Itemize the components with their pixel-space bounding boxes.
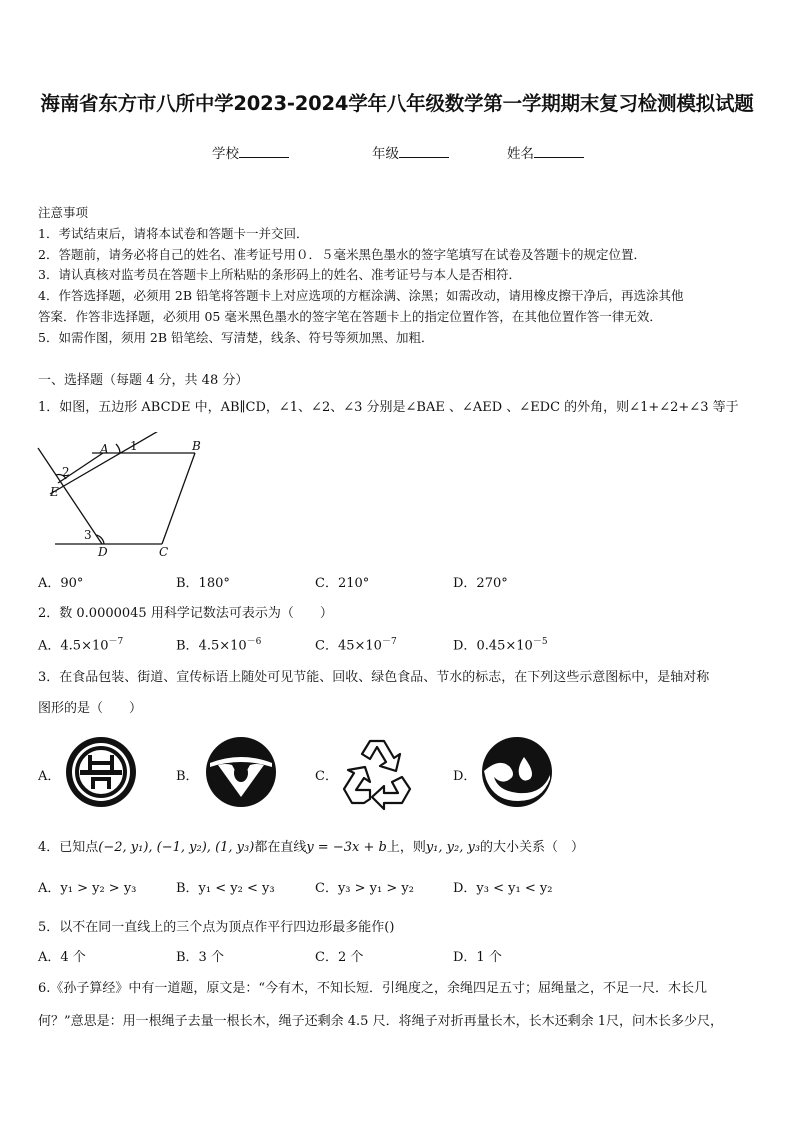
option-letter: C．	[315, 638, 338, 654]
q4-option-d[interactable]: D．y₃ < y₁ < y₂	[453, 881, 553, 896]
option-base: 45×10	[337, 638, 382, 654]
green-food-logo-icon	[204, 735, 278, 809]
q2-option-c[interactable]	[315, 634, 397, 653]
q5-option-a[interactable]: A．4 个	[38, 950, 86, 965]
option-exponent: －6	[246, 637, 262, 647]
q4-option-a[interactable]: A．y₁ > y₂ > y₃	[38, 881, 137, 896]
water-saving-logo-icon	[480, 735, 554, 809]
question-5-stem: 5．以不在同一直线上的三个点为顶点作平行四边形最多能作()	[38, 920, 395, 935]
question-4-stem	[38, 836, 584, 855]
option-exponent: －5	[532, 637, 548, 647]
vertex-label-e: E	[50, 485, 59, 499]
q2-option-b[interactable]	[176, 634, 261, 653]
question-2-stem: 2．数 0.0000045 用科学记数法可表示为（ ）	[38, 606, 333, 621]
name-blank	[534, 145, 584, 158]
question-6-line2: 何？”意思是：用一根绳子去量一根长木，绳子还剩余 4.5 尺．将绳子对折再量长木，长木还剩余 1尺，问木长多少尺，	[38, 1014, 723, 1029]
vertex-label-d: D	[98, 545, 108, 559]
grade-label: 年级	[372, 146, 399, 162]
option-exponent: －7	[381, 637, 397, 647]
option-letter: B．	[176, 638, 199, 654]
school-blank	[239, 145, 289, 158]
q5-option-c[interactable]: C．2 个	[315, 950, 364, 965]
q1-option-c[interactable]: C．210°	[315, 576, 370, 591]
notice-heading: 注意事项	[38, 205, 89, 220]
pentagon-figure	[30, 432, 220, 562]
question-6-line1: 6.《孙子算经》中有一道题，原文是：“今有木，不知长短．引绳度之，余绳四足五寸；屈绳量之，不足一尺．木长几	[38, 981, 708, 996]
option-base: 4.5×10	[198, 638, 247, 654]
section-heading: 一、选择题（每题 4 分，共 48 分）	[38, 373, 249, 388]
school-label: 学校	[212, 146, 239, 162]
question-1-stem: 1．如图，五边形 ABCDE 中，AB∥CD，∠1、∠2、∠3 分别是∠BAE 、∠AED 、∠EDC 的外角，则∠1+∠2+∠3 等于	[38, 400, 739, 415]
angle-label-1: 1	[130, 439, 138, 453]
q4-end: 的大小关系（ ）	[480, 840, 585, 855]
q1-option-a[interactable]: A．90°	[38, 576, 84, 591]
q3-option-b[interactable]: B．	[176, 769, 199, 784]
q2-option-d[interactable]	[453, 634, 548, 653]
q4-prefix: 4．已知点	[38, 840, 99, 855]
q3-option-d[interactable]: D．	[453, 769, 477, 784]
name-label: 姓名	[507, 146, 534, 162]
vertex-label-b: B	[192, 439, 201, 453]
option-letter: D．	[453, 638, 477, 654]
option-base: 4.5×10	[60, 638, 109, 654]
option-letter: A．	[38, 638, 61, 654]
option-exponent: －7	[108, 637, 124, 647]
recycle-logo-icon	[340, 733, 418, 811]
notice-item: 2．答题前，请务必将自己的姓名、准考证号用０．５毫米黑色墨水的签字笔填写在试卷及答题卡的规定位置．	[38, 247, 646, 262]
notice-item: 答案．作答非选择题，必须用 05 毫米黑色墨水的签字笔在答题卡上的指定位置作答，在其他位置作答一律无效．	[38, 309, 662, 324]
q3-option-a[interactable]: A．	[38, 769, 61, 784]
notice-item: 5．如需作图，须用 2B 铅笔绘、写清楚，线条、符号等须加黑、加粗．	[38, 330, 434, 345]
q1-option-b[interactable]: B．180°	[176, 576, 230, 591]
school-field	[212, 142, 289, 162]
q3-option-c[interactable]: C．	[315, 769, 338, 784]
notice-item: 4．作答选择题，必须用 2B 铅笔将答题卡上对应选项的方框涂满、涂黑；如需改动，请用橡皮擦干净后，再选涂其他	[38, 288, 684, 303]
name-field	[507, 142, 584, 162]
grade-blank	[399, 145, 449, 158]
q4-option-b[interactable]: B．y₁ < y₂ < y₃	[176, 881, 275, 896]
paper-title: 海南省东方市八所中学2023-2024学年八年级数学第一学期期末复习检测模拟试题	[40, 92, 754, 115]
q4-points: (−2, y₁), (−1, y₂), (1, y₃)	[98, 840, 255, 855]
q5-option-b[interactable]: B．3 个	[176, 950, 224, 965]
q4-variables: y₁, y₂, y₃	[425, 840, 481, 855]
angle-label-3: 3	[84, 528, 92, 542]
grade-field	[372, 142, 449, 162]
q4-middle: 都在直线	[254, 840, 307, 855]
q5-option-d[interactable]: D．1 个	[453, 950, 502, 965]
q4-option-c[interactable]: C．y₃ > y₁ > y₂	[315, 881, 414, 896]
vertex-label-c: C	[159, 545, 169, 559]
energy-saving-logo-icon	[64, 735, 138, 809]
notice-item: 1．考试结束后，请将本试卷和答题卡一并交回．	[38, 226, 309, 241]
notice-item: 3．请认真核对监考员在答题卡上所粘贴的条形码上的姓名、准考证号与本人是否相符．	[38, 267, 521, 282]
option-base: 0.45×10	[476, 638, 533, 654]
q4-line-equation: y = −3x + b	[306, 840, 387, 855]
question-3-stem-line2: 图形的是（ ）	[38, 701, 143, 716]
angle-label-2: 2	[62, 465, 70, 479]
q1-option-d[interactable]: D．270°	[453, 576, 508, 591]
vertex-label-a: A	[100, 442, 109, 456]
q4-suffix: 上，则	[386, 840, 426, 855]
q2-option-a[interactable]	[38, 634, 123, 653]
question-3-stem-line1: 3．在食品包装、街道、宣传标语上随处可见节能、回收、绿色食品、节水的标志，在下列这些示意图标中，是轴对称	[38, 670, 710, 685]
